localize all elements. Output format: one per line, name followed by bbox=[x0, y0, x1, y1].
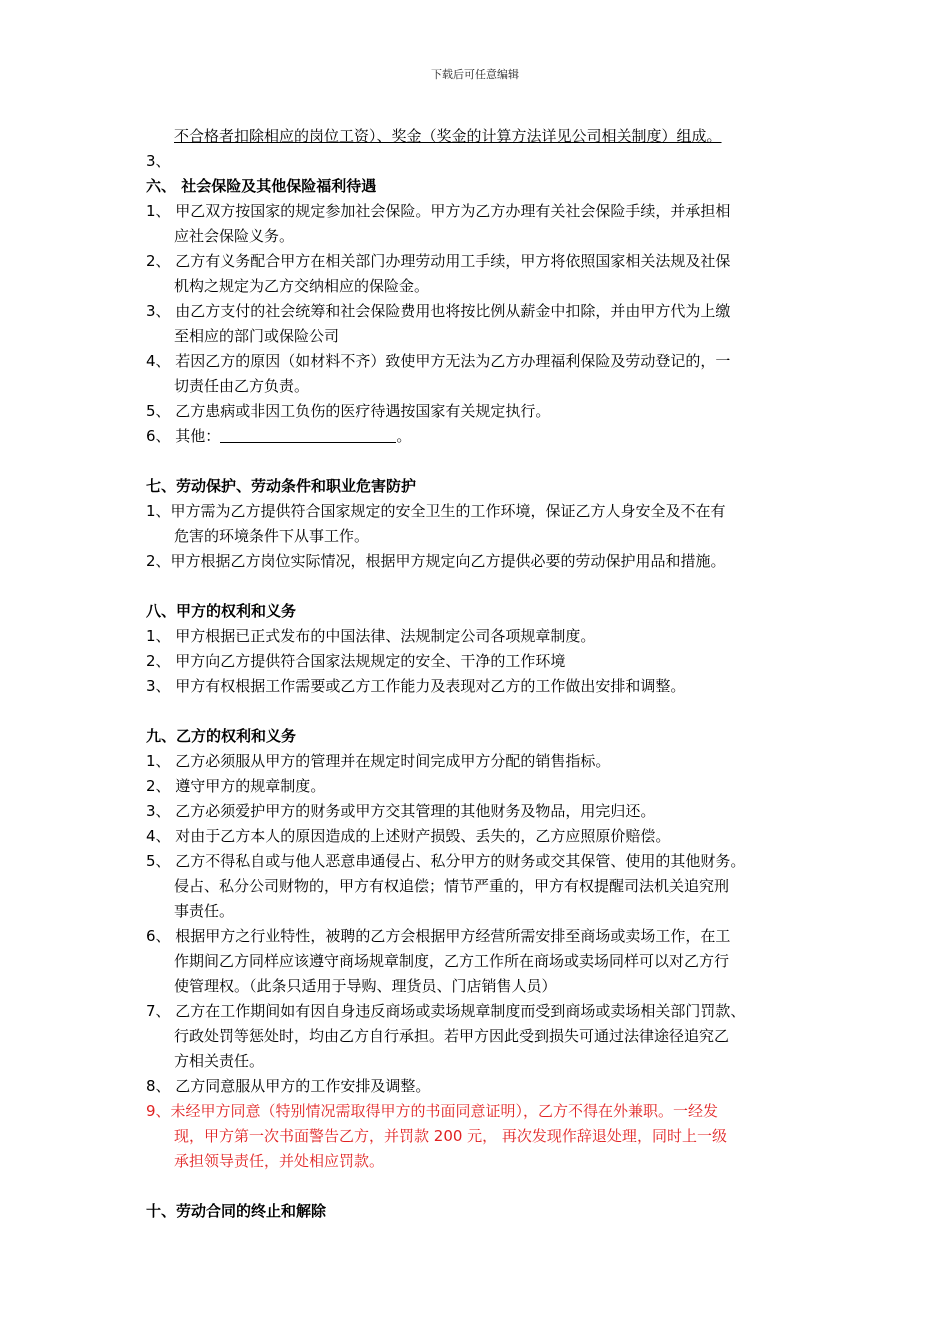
section-title: 九、乙方的权利和义务 bbox=[146, 727, 297, 745]
list-item-text bbox=[146, 924, 810, 949]
list-item-text bbox=[146, 199, 810, 224]
list-item bbox=[146, 199, 810, 249]
list-item-continuation: 现，甲方第一次书面警告乙方，并罚款 200 元， 再次发现作辞退处理，同时上一级 bbox=[174, 1127, 727, 1145]
list-item-label: 1、 甲方根据已正式发布的中国法律、法规制定公司各项规章制度。 bbox=[146, 627, 596, 645]
list-item-text bbox=[146, 349, 810, 374]
list-item-text bbox=[146, 624, 810, 649]
list-item-text bbox=[146, 999, 810, 1024]
section-spacer bbox=[146, 1174, 810, 1199]
list-item-continuation: 使管理权。（此条只适用于导购、理货员、门店销售人员） bbox=[174, 977, 557, 995]
list-item-continuation: 危害的环境条件下从事工作。 bbox=[174, 527, 370, 545]
list-item-label: 2、 乙方有义务配合甲方在相关部门办理劳动用工手续，甲方将依照国家相关法规及社保 bbox=[146, 252, 731, 270]
page-header: 下载后可任意编辑 bbox=[431, 68, 519, 81]
list-item-text bbox=[146, 424, 810, 449]
fill-in-blank[interactable] bbox=[220, 427, 396, 443]
list-item bbox=[146, 749, 810, 774]
list-item-continuation: 事责任。 bbox=[174, 902, 235, 920]
list-item-text bbox=[146, 674, 810, 699]
list-item bbox=[146, 349, 810, 399]
list-item-continuation: 方相关责任。 bbox=[174, 1052, 265, 1070]
section-spacer bbox=[146, 449, 810, 474]
list-item-label: 1、 甲乙双方按国家的规定参加社会保险。甲方为乙方办理有关社会保险手续，并承担相 bbox=[146, 202, 731, 220]
list-item-text bbox=[146, 774, 810, 799]
list-item-label: 2、甲方根据乙方岗位实际情况，根据甲方规定向乙方提供必要的劳动保护用品和措施。 bbox=[146, 552, 726, 570]
list-item bbox=[146, 399, 810, 424]
list-item-label: 5、 乙方不得私自或与他人恶意串通侵占、私分甲方的财务或交其保管、使用的其他财务。 bbox=[146, 852, 746, 870]
list-item-label: 4、 对由于乙方本人的原因造成的上述财产损毁、丢失的，乙方应照原价赔偿。 bbox=[146, 827, 671, 845]
list-item bbox=[146, 849, 810, 924]
list-item-continuation: 承担领导责任，并处相应罚款。 bbox=[174, 1152, 385, 1170]
list-item bbox=[146, 999, 810, 1074]
list-item-text bbox=[146, 649, 810, 674]
list-item-label: 3、 乙方必须爱护甲方的财务或甲方交其管理的其他财务及物品，用完归还。 bbox=[146, 802, 656, 820]
list-item-label: 2、 甲方向乙方提供符合国家法规规定的安全、干净的工作环境 bbox=[146, 652, 566, 670]
intro-underlined-text: 不合格者扣除相应的岗位工资）、奖金（奖金的计算方法详见公司相关制度）组成。 bbox=[174, 127, 722, 145]
list-item bbox=[146, 624, 810, 649]
list-item-text bbox=[146, 799, 810, 824]
list-item bbox=[146, 549, 810, 574]
list-item bbox=[146, 249, 810, 299]
intro-line-2: 3、 bbox=[146, 152, 171, 170]
list-item bbox=[146, 649, 810, 674]
list-item bbox=[146, 1074, 810, 1099]
list-item-label: 5、 乙方患病或非因工负伤的医疗待遇按国家有关规定执行。 bbox=[146, 402, 551, 420]
section-spacer bbox=[146, 574, 810, 599]
sections-container bbox=[146, 174, 810, 1224]
list-item-text bbox=[146, 249, 810, 274]
list-item-label: 8、 乙方同意服从甲方的工作安排及调整。 bbox=[146, 1077, 431, 1095]
list-item bbox=[146, 824, 810, 849]
section-title: 六、 社会保险及其他保险福利待遇 bbox=[146, 177, 377, 195]
list-item bbox=[146, 674, 810, 699]
section-title: 十、劳动合同的终止和解除 bbox=[146, 1202, 327, 1220]
intro-line-1 bbox=[146, 124, 810, 149]
list-item-continuation: 机构之规定为乙方交纳相应的保险金。 bbox=[174, 277, 430, 295]
list-item-label: 6、 其他： bbox=[146, 427, 221, 445]
list-item-label: 7、 乙方在工作期间如有因自身违反商场或卖场规章制度而受到商场或卖场相关部门罚款、 bbox=[146, 1002, 746, 1020]
list-item-continuation: 应社会保险义务。 bbox=[174, 227, 295, 245]
list-item bbox=[146, 499, 810, 549]
list-item-label: 6、 根据甲方之行业特性，被聘的乙方会根据甲方经营所需安排至商场或卖场工作，在工 bbox=[146, 927, 731, 945]
list-item-label: 4、 若因乙方的原因（如材料不齐）致使甲方无法为乙方办理福利保险及劳动登记的，一 bbox=[146, 352, 731, 370]
list-item-text bbox=[146, 824, 810, 849]
list-item-text bbox=[146, 549, 810, 574]
list-item-continuation: 作期间乙方同样应该遵守商场规章制度，乙方工作所在商场或卖场同样可以对乙方行 bbox=[174, 952, 730, 970]
list-item-label: 9、未经甲方同意（特别情况需取得甲方的书面同意证明），乙方不得在外兼职。一经发 bbox=[146, 1102, 719, 1120]
list-item bbox=[146, 799, 810, 824]
list-item-text bbox=[146, 499, 810, 524]
list-item-suffix: 。 bbox=[396, 427, 412, 445]
list-item-text bbox=[146, 399, 810, 424]
list-item-continuation: 行政处罚等惩处时，均由乙方自行承担。若甲方因此受到损失可通过法律途径追究乙 bbox=[174, 1027, 730, 1045]
list-item-continuation: 切责任由乙方负责。 bbox=[174, 377, 310, 395]
list-item-label: 3、 由乙方支付的社会统筹和社会保险费用也将按比例从薪金中扣除，并由甲方代为上缴 bbox=[146, 302, 731, 320]
list-item-text bbox=[146, 1074, 810, 1099]
list-item-text bbox=[146, 299, 810, 324]
list-item-label: 2、 遵守甲方的规章制度。 bbox=[146, 777, 326, 795]
list-item-text bbox=[146, 849, 810, 874]
list-item bbox=[146, 299, 810, 349]
list-item-text bbox=[146, 1099, 810, 1124]
list-item-label: 1、 乙方必须服从甲方的管理并在规定时间完成甲方分配的销售指标。 bbox=[146, 752, 611, 770]
list-item bbox=[146, 924, 810, 999]
section-title: 七、劳动保护、劳动条件和职业危害防护 bbox=[146, 477, 417, 495]
list-item bbox=[146, 774, 810, 799]
list-item-label: 3、 甲方有权根据工作需要或乙方工作能力及表现对乙方的工作做出安排和调整。 bbox=[146, 677, 686, 695]
section-title: 八、甲方的权利和义务 bbox=[146, 602, 297, 620]
list-item-text bbox=[146, 749, 810, 774]
list-item-continuation: 侵占、私分公司财物的，甲方有权追偿；情节严重的，甲方有权提醒司法机关追究刑 bbox=[174, 877, 730, 895]
list-item-label: 1、甲方需为乙方提供符合国家规定的安全卫生的工作环境，保证乙方人身安全及不在有 bbox=[146, 502, 726, 520]
document-body bbox=[146, 124, 810, 1224]
list-item bbox=[146, 1099, 810, 1174]
list-item bbox=[146, 424, 810, 449]
section-spacer bbox=[146, 699, 810, 724]
list-item-continuation: 至相应的部门或保险公司 bbox=[174, 327, 340, 345]
